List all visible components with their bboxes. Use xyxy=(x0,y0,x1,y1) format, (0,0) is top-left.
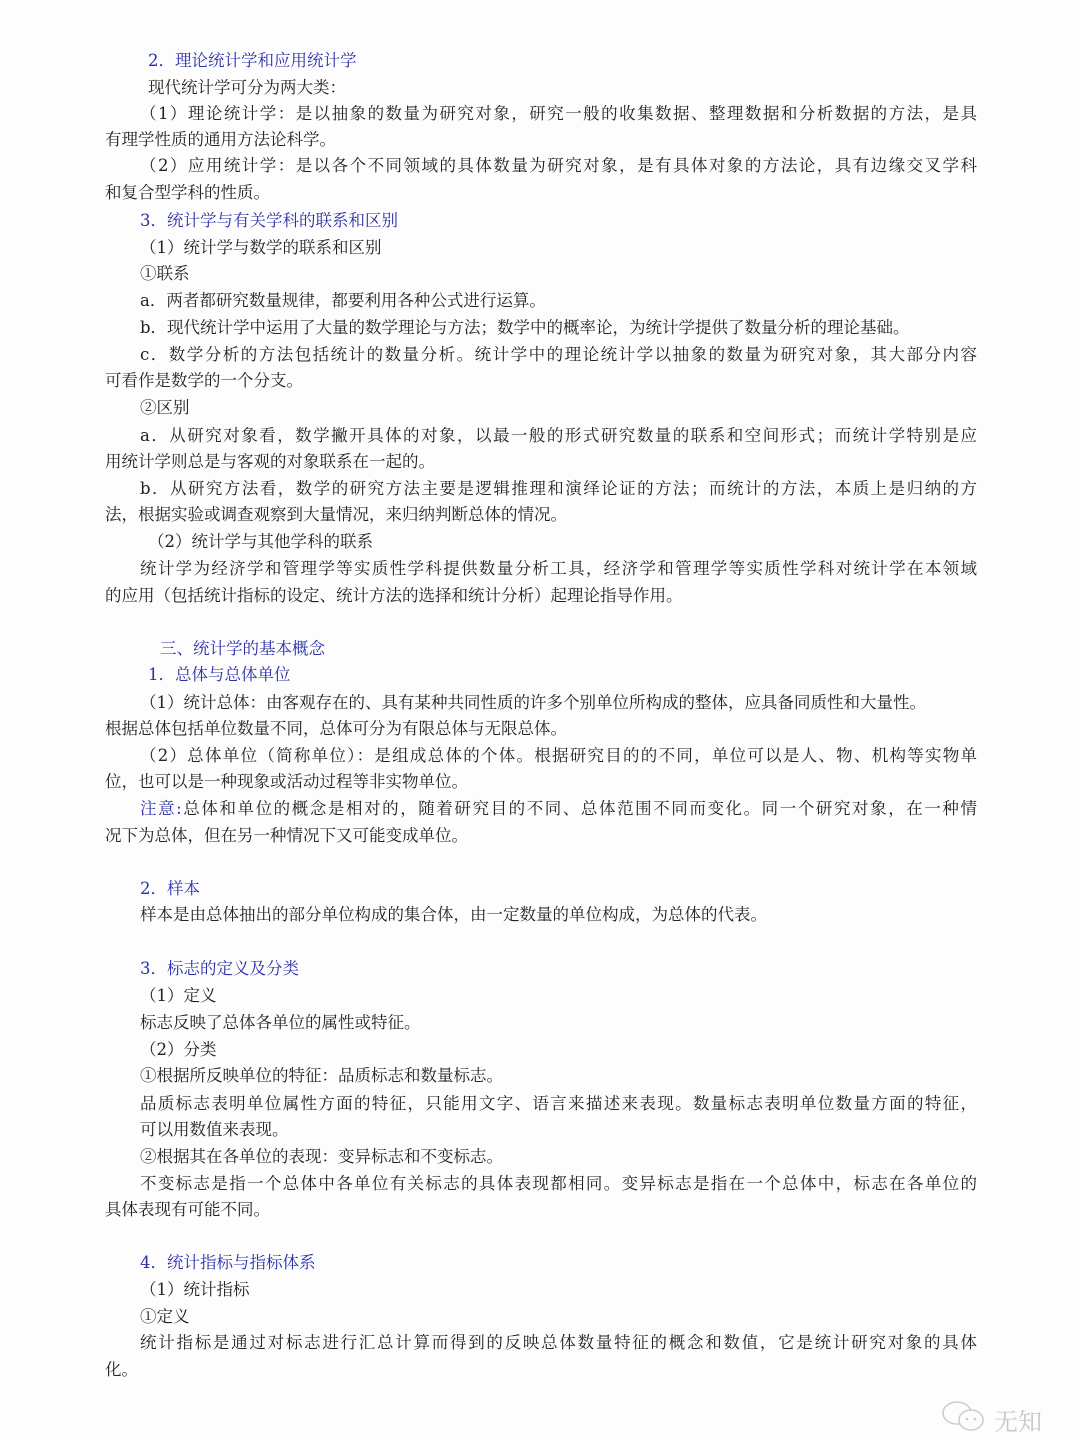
line-text: a．两者都研究数量规律，都要利用各种公式进行运算。 xyxy=(140,291,546,310)
line-text: （1）定义 xyxy=(140,986,217,1005)
section-heading xyxy=(140,210,398,232)
line-text: （2）总体单位（简称单位）：是组成总体的个体。根据研究目的的不同，单位可以是人、物、机构等实物单 xyxy=(140,746,977,765)
wechat-icon xyxy=(940,1400,988,1438)
watermark-text: 无知 xyxy=(994,1407,1042,1436)
text-line xyxy=(140,745,977,767)
line-text: 2．样本 xyxy=(140,879,200,898)
text-line xyxy=(105,451,435,473)
line-text: 和复合型学科的性质。 xyxy=(105,183,270,202)
text-line xyxy=(140,1173,977,1195)
text-line xyxy=(140,263,190,285)
line-text: 况下为总体，但在另一种情况下又可能变成单位。 xyxy=(105,826,468,845)
text-line xyxy=(140,1039,217,1061)
line-text: 有理学性质的通用方法论科学。 xyxy=(105,130,336,149)
line-text: 用统计学则总是与客观的对象联系在一起的。 xyxy=(105,452,435,471)
line-text: （2）统计学与其他学科的联系 xyxy=(148,532,373,551)
text-line xyxy=(140,155,977,177)
line-text: ②区别 xyxy=(140,398,190,417)
line-text: 根据总体包括单位数量不同，总体可分为有限总体与无限总体。 xyxy=(105,719,567,738)
watermark xyxy=(940,1400,1042,1438)
text-line xyxy=(140,1332,977,1354)
line-text: （1）统计总体：由客观存在的、具有某种共同性质的许多个别单位所构成的整体，应具备同质性和大量性。 xyxy=(140,693,926,712)
line-text: （1）统计学与数学的联系和区别 xyxy=(140,238,382,257)
text-line xyxy=(140,317,910,339)
text-line xyxy=(105,1199,270,1221)
text-line xyxy=(140,1279,250,1301)
text-line xyxy=(140,1119,289,1141)
text-line xyxy=(105,1359,138,1381)
line-text: （1）统计指标 xyxy=(140,1280,250,1299)
line-text: 的应用（包括统计指标的设定、统计方法的选择和统计分析）起理论指导作用。 xyxy=(105,586,683,605)
line-text: 4．统计指标与指标体系 xyxy=(140,1253,316,1272)
line-text: ②根据其在各单位的表现：变异标志和不变标志。 xyxy=(140,1147,503,1166)
text-line xyxy=(105,182,270,204)
line-text: 法，根据实验或调查观察到大量情况，来归纳判断总体的情况。 xyxy=(105,505,567,524)
line-text: 可看作是数学的一个分支。 xyxy=(105,371,303,390)
text-line xyxy=(105,718,567,740)
line-text: 品质标志表明单位属性方面的特征，只能用文字、语言来描述来表现。数量标志表明单位数量方面的特征， xyxy=(140,1094,977,1113)
section-heading xyxy=(148,664,291,686)
section-heading xyxy=(148,50,357,72)
line-text: 总体和单位的概念是相对的，随着研究目的不同、总体范围不同而变化。同一个研究对象，在一种情 xyxy=(181,799,977,818)
text-line xyxy=(140,558,977,580)
text-line xyxy=(140,290,546,312)
text-line xyxy=(105,771,468,793)
text-line xyxy=(148,531,373,553)
section-heading xyxy=(160,638,325,660)
text-line xyxy=(140,478,977,500)
line-text: （1）理论统计学：是以抽象的数量为研究对象，研究一般的收集数据、整理数据和分析数据的方法，是具 xyxy=(140,104,977,123)
section-heading xyxy=(140,878,200,900)
text-line xyxy=(105,504,567,526)
line-text: 2．理论统计学和应用统计学 xyxy=(148,51,357,70)
text-line xyxy=(140,1012,421,1034)
line-text: ①定义 xyxy=(140,1307,190,1326)
line-text: 化。 xyxy=(105,1360,138,1379)
line-text: b．从研究方法看，数学的研究方法主要是逻辑推理和演绎论证的方法；而统计的方法，本质上是归纳的方 xyxy=(140,479,977,498)
line-text: 统计指标是通过对标志进行汇总计算而得到的反映总体数量特征的概念和数值，它是统计研究对象的具体 xyxy=(140,1333,977,1352)
line-text: c．数学分析的方法包括统计的数量分析。统计学中的理论统计学以抽象的数量为研究对象，其大部分内容 xyxy=(140,345,977,364)
line-text: 样本是由总体抽出的部分单位构成的集合体，由一定数量的单位构成，为总体的代表。 xyxy=(140,905,767,924)
text-line xyxy=(140,425,977,447)
line-text: b．现代统计学中运用了大量的数学理论与方法；数学中的概率论，为统计学提供了数量分析的理论基础。 xyxy=(140,318,910,337)
line-text: ①联系 xyxy=(140,264,190,283)
text-line xyxy=(148,77,346,99)
text-line xyxy=(105,585,683,607)
line-text: 位，也可以是一种现象或活动过程等非实物单位。 xyxy=(105,772,468,791)
text-line xyxy=(140,103,977,125)
text-line xyxy=(140,904,767,926)
text-line xyxy=(140,798,977,820)
line-text: 具体表现有可能不同。 xyxy=(105,1200,270,1219)
text-line xyxy=(140,1093,977,1115)
line-text: 三、统计学的基本概念 xyxy=(160,639,325,658)
text-line xyxy=(140,985,217,1007)
text-line xyxy=(105,370,303,392)
line-text: （2）应用统计学：是以各个不同领域的具体数量为研究对象，是有具体对象的方法论，具有边缘交叉学科 xyxy=(140,156,977,175)
line-text: 可以用数值来表现。 xyxy=(140,1120,289,1139)
line-text: 统计学为经济学和管理学等实质性学科提供数量分析工具，经济学和管理学等实质性学科对统计学在本领域 xyxy=(140,559,977,578)
line-text: a．从研究对象看，数学撇开具体的对象，以最一般的形式研究数量的联系和空间形式；而统计学特别是应 xyxy=(140,426,977,445)
text-line xyxy=(105,129,336,151)
line-text: ①根据所反映单位的特征：品质标志和数量标志。 xyxy=(140,1066,503,1085)
line-text: （2）分类 xyxy=(140,1040,217,1059)
line-text: 现代统计学可分为两大类： xyxy=(148,78,346,97)
line-text: 标志反映了总体各单位的属性或特征。 xyxy=(140,1013,421,1032)
text-line xyxy=(140,1065,503,1087)
section-heading xyxy=(140,958,299,980)
text-line xyxy=(140,1306,190,1328)
text-line xyxy=(105,825,468,847)
text-line xyxy=(140,1146,503,1168)
section-heading xyxy=(140,1252,316,1274)
text-line xyxy=(140,397,190,419)
line-text: 1．总体与总体单位 xyxy=(148,665,291,684)
note-label: 注意: xyxy=(140,799,182,818)
line-text: 3．标志的定义及分类 xyxy=(140,959,299,978)
text-line xyxy=(140,237,382,259)
line-text: 不变标志是指一个总体中各单位有关标志的具体表现都相同。变异标志是指在一个总体中，标志在各单位的 xyxy=(140,1174,977,1193)
line-text: 3．统计学与有关学科的联系和区别 xyxy=(140,211,398,230)
text-line xyxy=(140,344,977,366)
text-line xyxy=(140,692,926,714)
